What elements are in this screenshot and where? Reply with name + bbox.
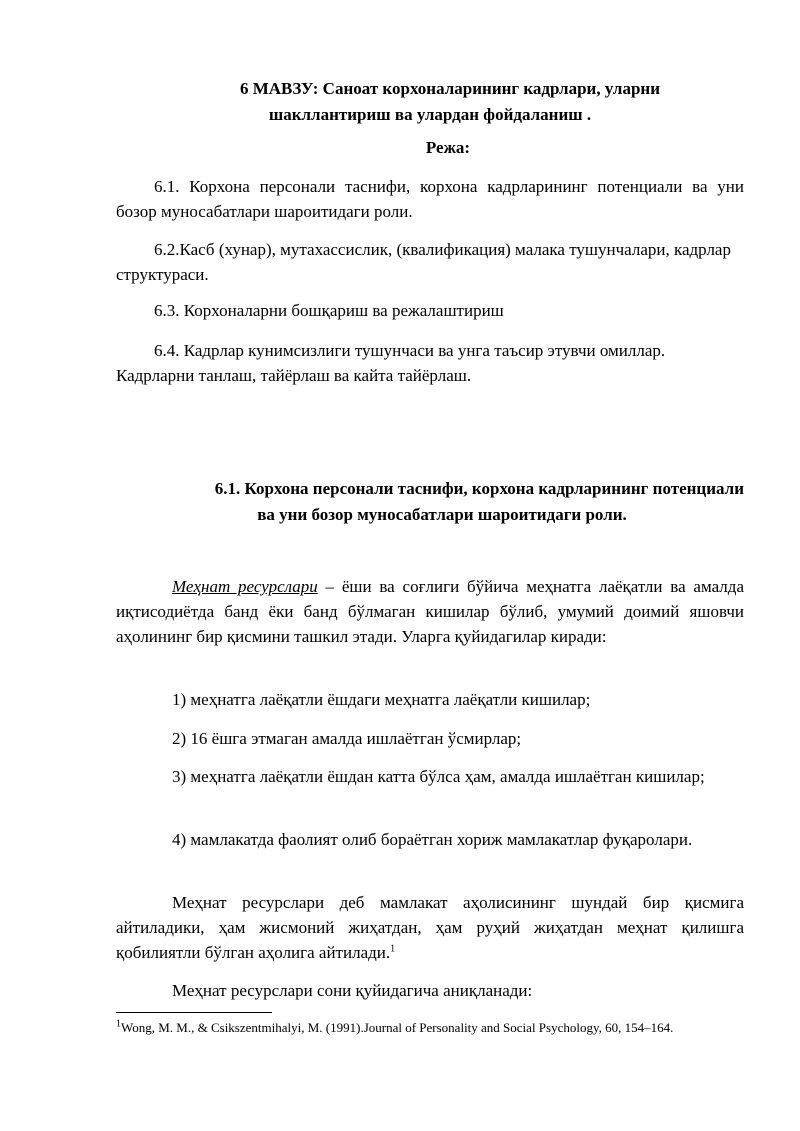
footnote	[116, 1018, 744, 1037]
paragraph-3: Меҳнат ресурслари сони қуйидагича аниқланади:	[172, 981, 533, 1000]
plan-heading: Режа:	[425, 138, 471, 157]
plan-item-6-1: 6.1. Корхона персонали таснифи, корхона кадрларининг потенциали ва уни бозор муносабатлари шароитидаги роли.	[116, 177, 744, 221]
list-item-1: 1) меҳнатга лаёқатли ёшдаги меҳнатга лаёқатли кишилар;	[172, 690, 591, 709]
plan-item-6-3: 6.3. Корхоналарни бошқариш ва режалаштириш	[154, 301, 504, 320]
title-line-1: 6 МАВЗУ: Саноат корхоналарининг кадрлари, уларни	[239, 79, 660, 98]
footnote-text: Wong, M. M., & Csikszentmihalyi, M. (1991).Journal of Personality and Social Psychology, 60, 154–164.	[121, 1020, 674, 1035]
definition-paragraph	[116, 574, 744, 649]
footnote-separator	[116, 1012, 272, 1013]
section-title-line-2: ва уни бозор муносабатлари шароитидаги роли.	[257, 505, 627, 524]
section-title	[140, 476, 744, 528]
list-item-4: 4) мамлакатда фаолият олиб бораётган хориж мамлакатлар фуқаролари.	[172, 830, 693, 849]
footnote-mark: 1	[116, 1018, 121, 1030]
plan-item-6-2: 6.2.Касб (хунар), мутахассислик, (квалификация) малака тушунчалари, кадрлар структураси.	[116, 240, 731, 284]
list-item-3: 3) меҳнатга лаёқатли ёшдан катта бўлса ҳам, амалда ишлаётган кишилар;	[172, 767, 705, 786]
list-item-2: 2) 16 ёшга этмаган амалда ишлаётган ўсмирлар;	[172, 729, 522, 748]
paragraph-2-text: Меҳнат ресурслари деб мамлакат аҳолисининг шундай бир қисмига айтиладики, ҳам жисмоний жиҳатдан, ҳам руҳий жиҳатдан меҳнат қилишга қобилиятли бўлган аҳолига айтилади.	[116, 893, 744, 962]
footnote-reference[interactable]: 1	[390, 943, 396, 955]
definition-term: Меҳнат ресурслари	[172, 577, 318, 596]
definition-text: – ёши ва соғлиги бўйича меҳнатга лаёқатли ва амалда иқтисодиётда банд ёки банд бўлмаган кишилар бўлиб, умумий доимий яшовчи аҳолининг бир қисмини ташкил этади. Уларга қуйидагилар киради:	[116, 577, 744, 646]
paragraph-2	[116, 890, 744, 965]
section-title-line-1: 6.1. Корхона персонали таснифи, корхона кадрларининг потенциали	[214, 479, 744, 498]
title-line-2: шакллантириш ва улардан фойдаланиш .	[268, 105, 592, 124]
document-title	[140, 76, 760, 128]
plan-item-6-4: 6.4. Кадрлар кунимсизлиги тушунчаси ва унга таъсир этувчи омиллар. Кадрларни танлаш, тайёрлаш ва кайта тайёрлаш.	[116, 341, 666, 385]
